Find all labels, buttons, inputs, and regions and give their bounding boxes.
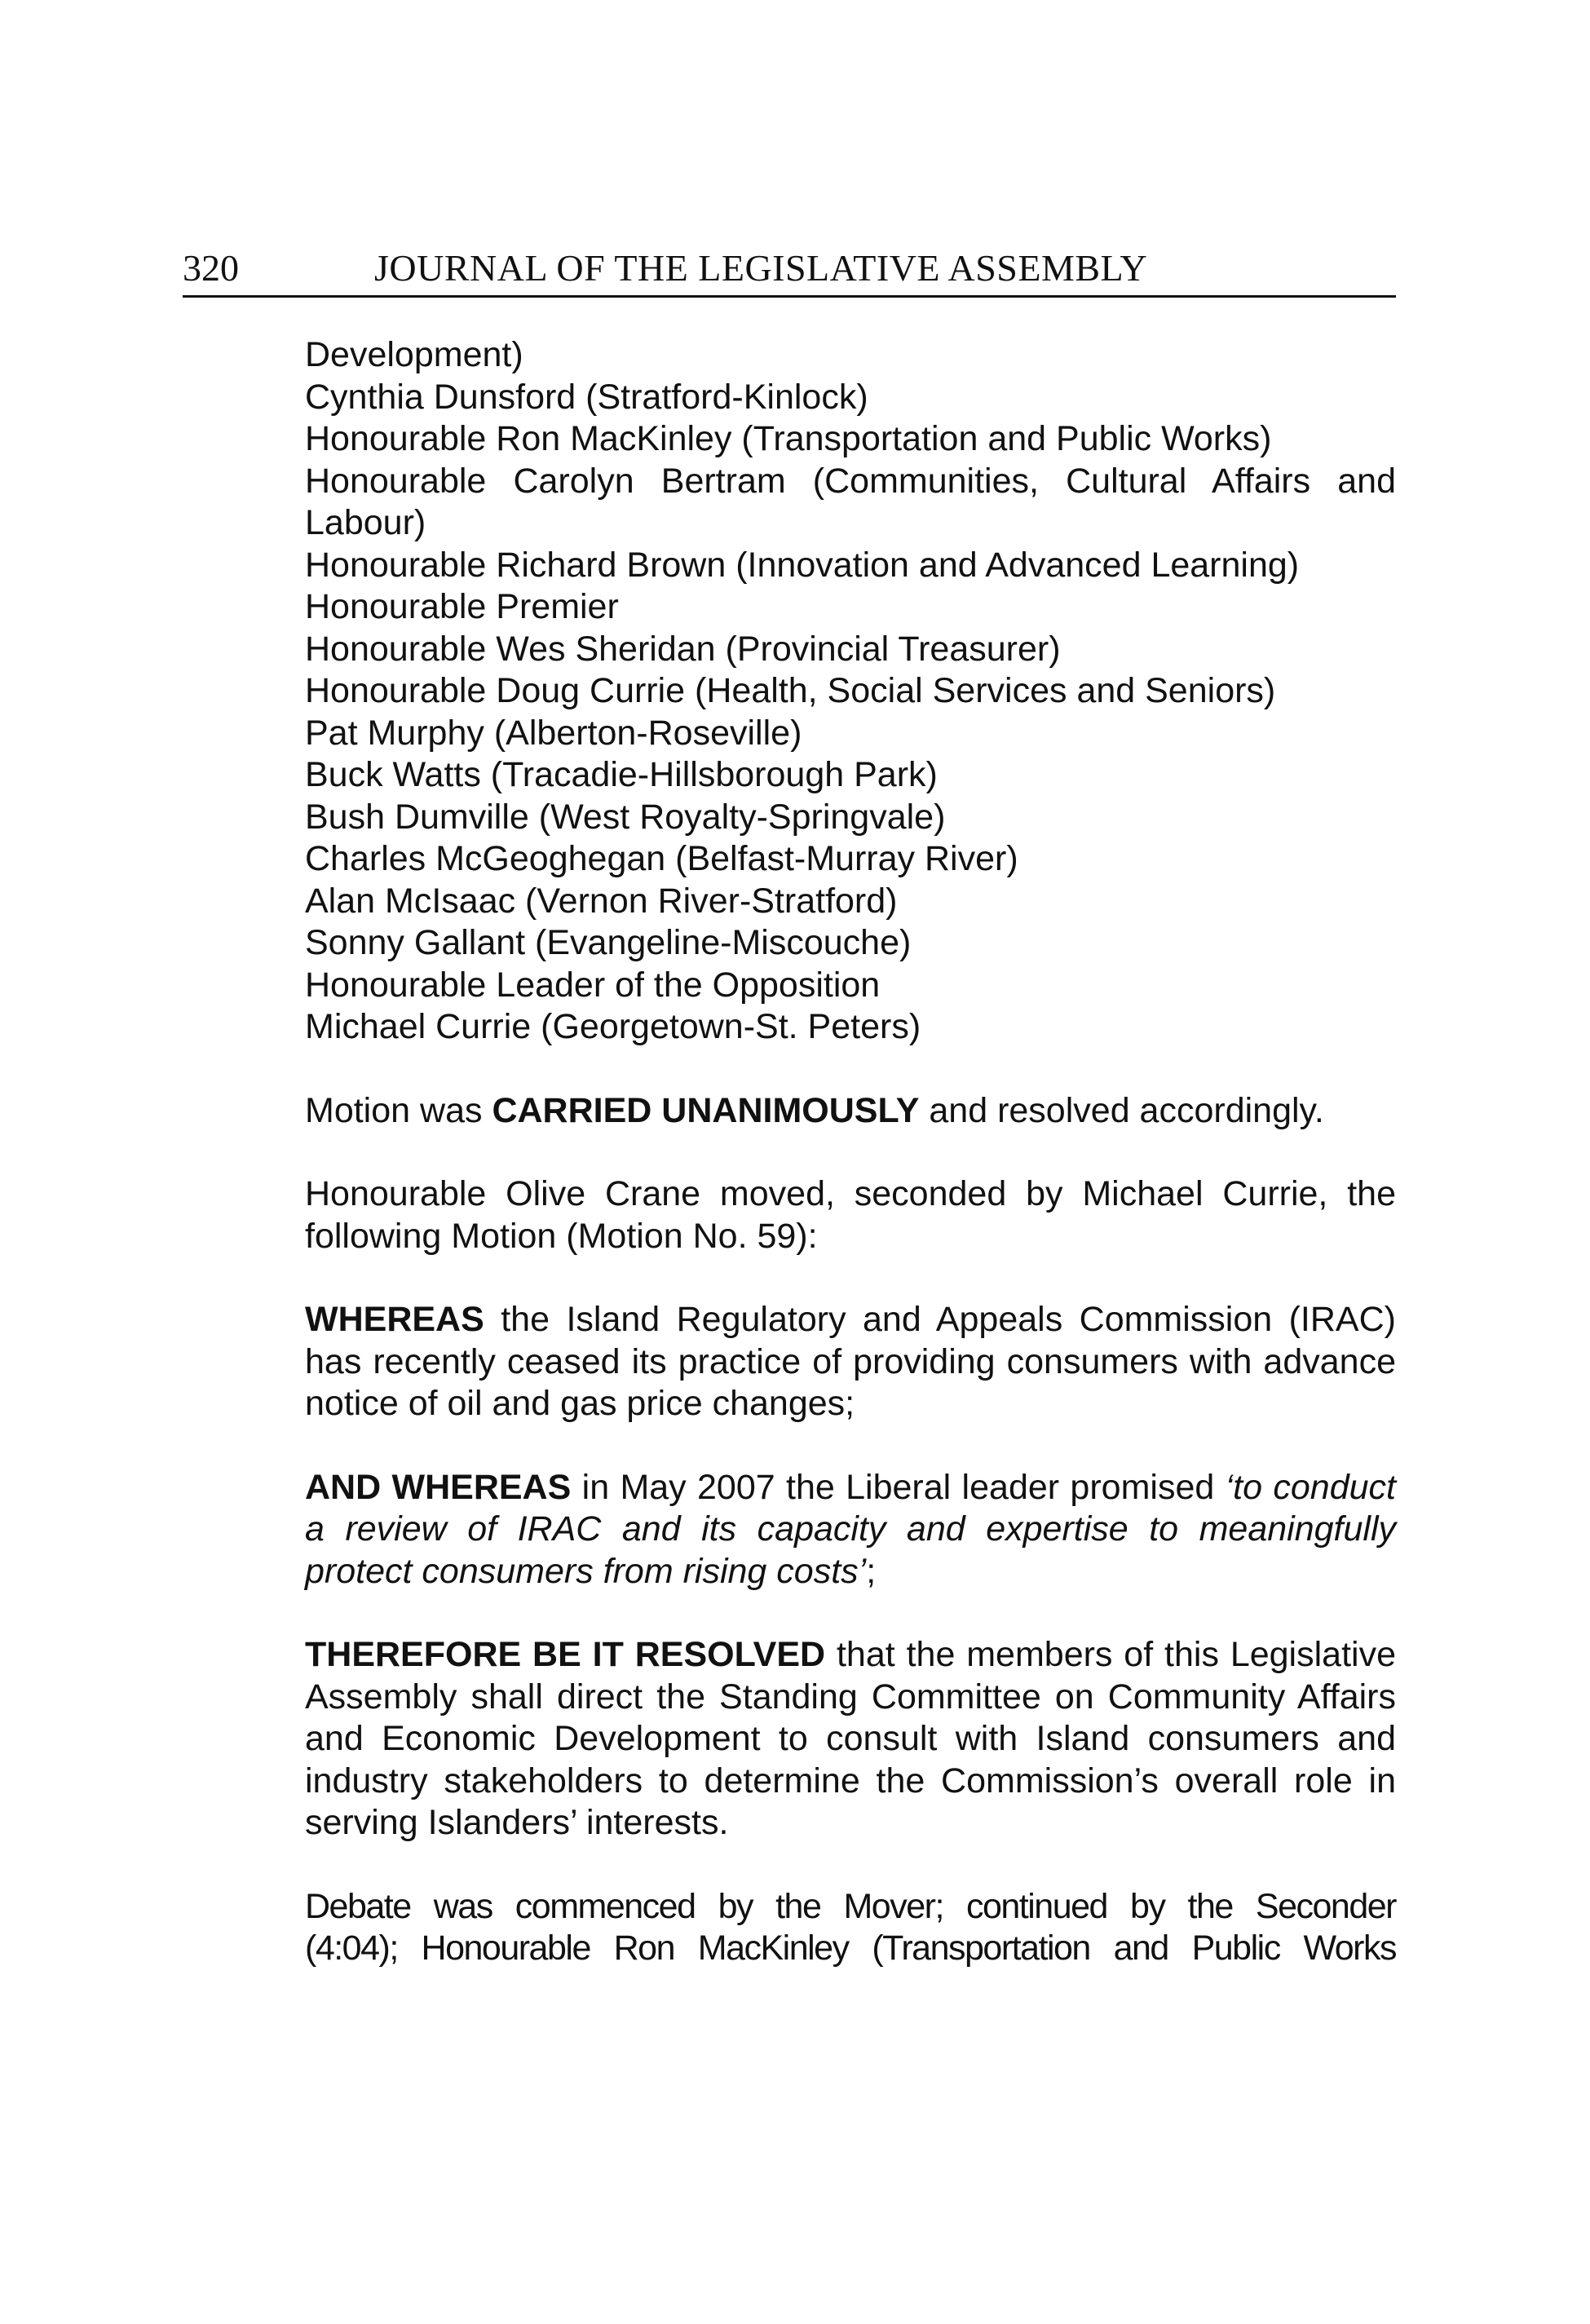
and-whereas-keyword: AND WHEREAS bbox=[305, 1467, 572, 1507]
list-item: Honourable Ron MacKinley (Transportation and Public Works) bbox=[305, 419, 1272, 458]
list-item: Development) bbox=[305, 335, 523, 374]
list-item: Honourable Premier bbox=[305, 587, 619, 626]
list-item: Honourable Wes Sheridan (Provincial Treasurer) bbox=[305, 629, 1061, 669]
journal-body bbox=[305, 334, 1396, 1970]
motion-intro: Honourable Olive Crane moved, seconded by Michael Currie, the following Motion (Motion No. 59): bbox=[305, 1174, 1396, 1256]
list-item: Cynthia Dunsford (Stratford-Kinlock) bbox=[305, 377, 868, 417]
whereas-clause-1: WHEREAS the Island Regulatory and Appeals Commission (IRAC) has recently ceased its practice of providing consumers with advance notice of oil and gas price changes; bbox=[305, 1300, 1396, 1423]
journal-title: JOURNAL OF THE LEGISLATIVE ASSEMBLY bbox=[374, 247, 1148, 289]
list-item: Bush Dumville (West Royalty-Springvale) bbox=[305, 797, 946, 837]
list-item: Sonny Gallant (Evangeline-Miscouche) bbox=[305, 923, 912, 962]
list-item: Pat Murphy (Alberton-Roseville) bbox=[305, 713, 802, 753]
motion-outcome: CARRIED UNANIMOUSLY bbox=[492, 1090, 920, 1130]
running-header bbox=[183, 241, 1396, 298]
promise-quote: ‘to conduct a review of IRAC and its capacity and expertise to meaningfully protect consumers from rising costs’ bbox=[305, 1467, 1396, 1591]
page-number: 320 bbox=[183, 247, 239, 289]
debate-line-1: Debate was commenced by the Mover; continued by the Seconder bbox=[305, 1886, 1396, 1926]
resolved-clause: THEREFORE BE IT RESOLVED that the members of this Legislative Assembly shall direct the Standing Committee on Community Affairs and Economic Development to consult with Island consumers and industry stakeholders to determine the Commission’s overall role in serving Islanders’ interests. bbox=[305, 1635, 1396, 1842]
resolved-keyword: THEREFORE BE IT RESOLVED bbox=[305, 1635, 826, 1674]
list-item: Alan McIsaac (Vernon River-Stratford) bbox=[305, 881, 898, 921]
list-item: Honourable Doug Currie (Health, Social Services and Seniors) bbox=[305, 671, 1276, 710]
whereas-keyword: WHEREAS bbox=[305, 1300, 484, 1339]
list-item: Honourable Carolyn Bertram (Communities, Cultural Affairs and Labour) bbox=[305, 461, 1396, 542]
division-member-list bbox=[305, 334, 1396, 1049]
list-item: Buck Watts (Tracadie-Hillsborough Park) bbox=[305, 755, 938, 794]
debate-line-2: (4:04); Honourable Ron MacKinley (Transportation and Public Works bbox=[305, 1929, 1396, 1968]
list-item: Honourable Richard Brown (Innovation and Advanced Learning) bbox=[305, 545, 1300, 585]
whereas-clause-2: AND WHEREAS in May 2007 the Liberal leader promised ‘to conduct a review of IRAC and its capacity and expertise to meaningfully protect consumers from rising costs’; bbox=[305, 1467, 1396, 1591]
list-item: Michael Currie (Georgetown-St. Peters) bbox=[305, 1007, 921, 1046]
list-item: Charles McGeoghegan (Belfast-Murray River) bbox=[305, 839, 1018, 878]
motion-result: Motion was CARRIED UNANIMOUSLY and resolved accordingly. bbox=[305, 1090, 1324, 1130]
list-item: Honourable Leader of the Opposition bbox=[305, 965, 881, 1005]
